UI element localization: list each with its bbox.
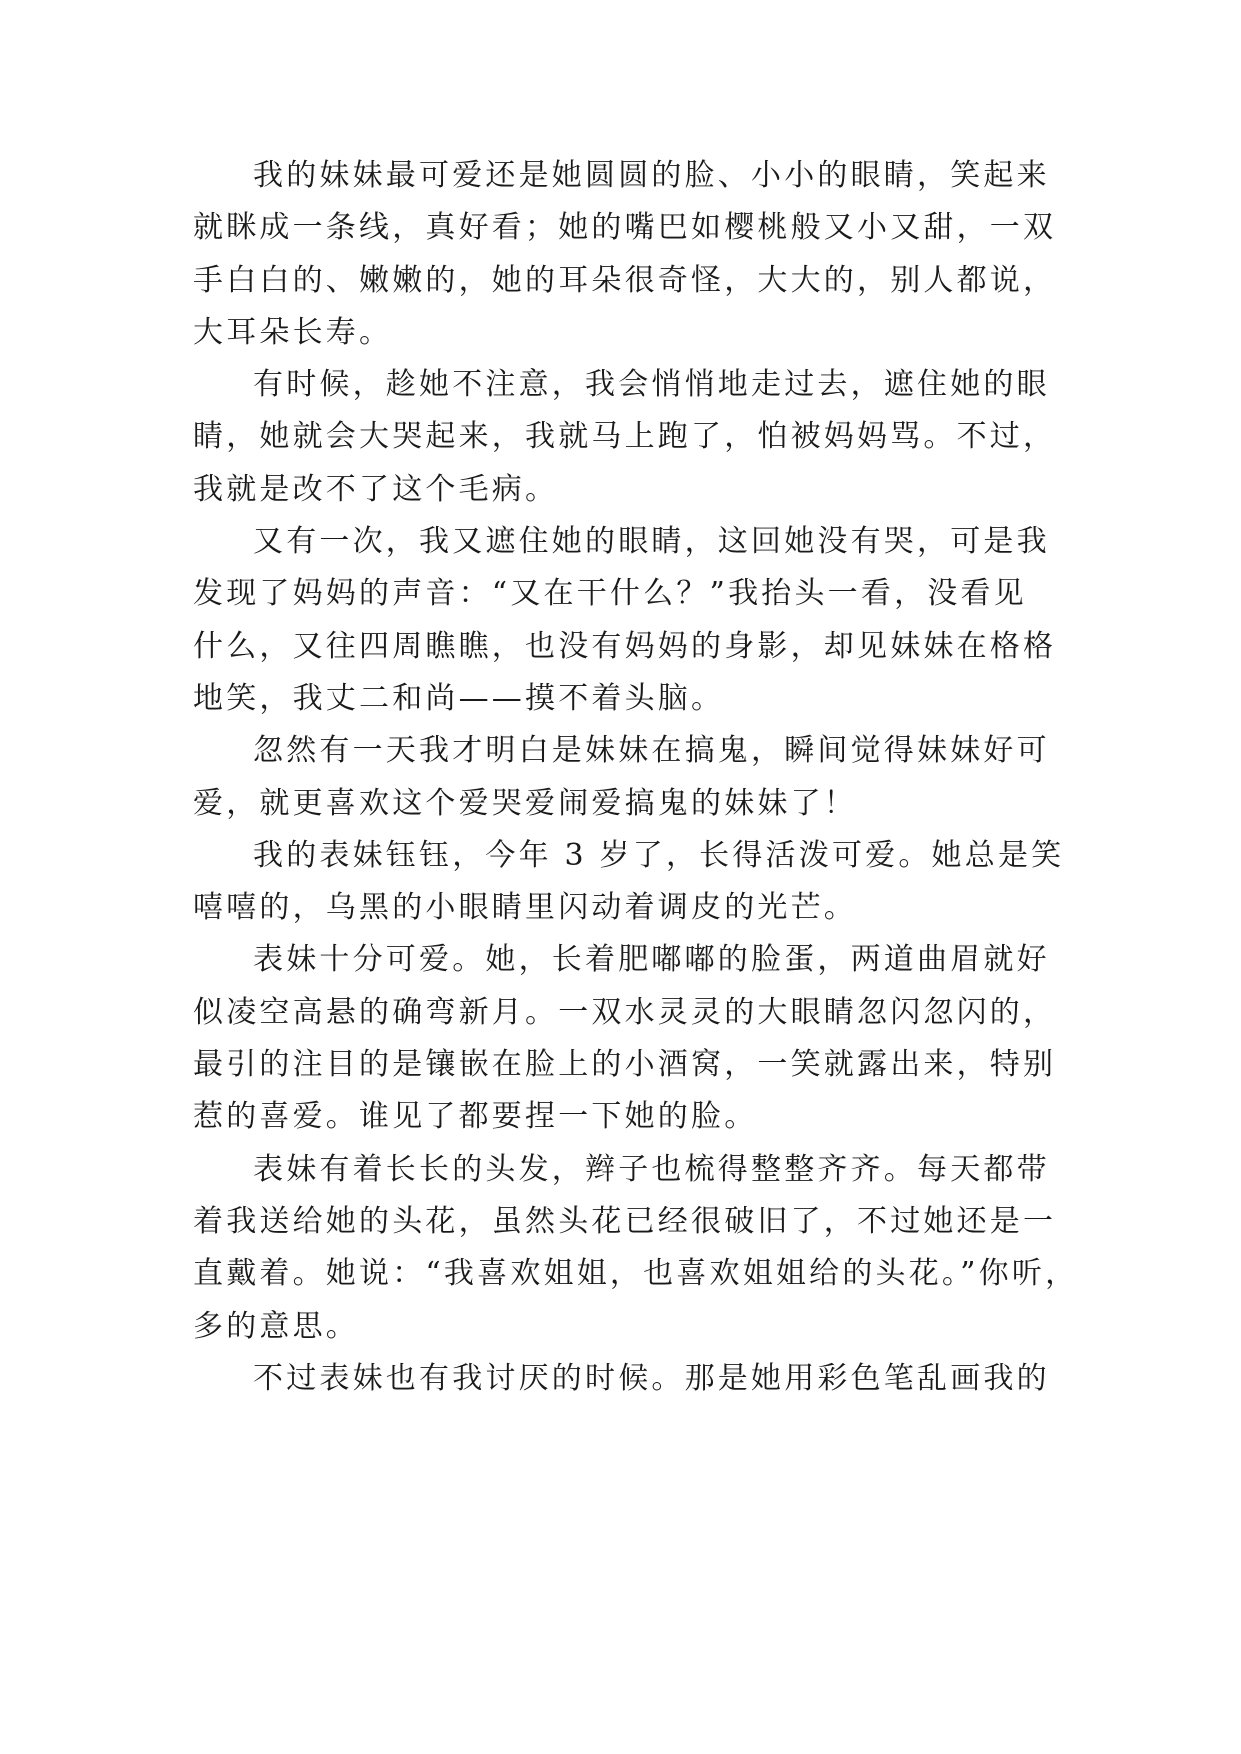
text-line: 我的表妹钰钰，今年 3 岁了，长得活泼可爱。她总是笑 [253,837,1065,873]
text-line: 我就是改不了这个毛病。 [193,471,559,507]
text-line: 什么，又往四周瞧瞧，也没有妈妈的身影，却见妹妹在格格 [193,628,1057,664]
text-line: 直戴着。她说：“我喜欢姐姐，也喜欢姐姐给的头花。”你听， [193,1256,1079,1292]
text-line: 发现了妈妈的声音：“又在干什么？”我抬头一看，没看见 [193,576,1027,612]
document-page [193,150,1079,1405]
text-line: 似凌空高悬的确弯新月。一双水灵灵的大眼睛忽闪忽闪的， [193,994,1057,1030]
text-line: 睛，她就会大哭起来，我就马上跑了，怕被妈妈骂。不过， [193,419,1057,455]
paragraph [193,830,1065,935]
text-line: 惹的喜爱。谁见了都要捏一下她的脸。 [193,1099,758,1135]
paragraph [193,934,1056,1143]
paragraph [193,1144,1079,1353]
text-line: 不过表妹也有我讨厌的时候。那是她用彩色笔乱画我的 [253,1360,1050,1396]
text-line: 多的意思。 [193,1308,359,1344]
text-line: 有时候，趁她不注意，我会悄悄地走过去，遮住她的眼 [253,367,1050,403]
text-line: 最引的注目的是镶嵌在脸上的小酒窝，一笑就露出来，特别 [193,1047,1057,1083]
text-line: 地笑，我丈二和尚——摸不着头脑。 [193,680,725,716]
text-line: 我的妹妹最可爱还是她圆圆的脸、小小的眼睛，笑起来 [253,158,1050,193]
text-line: 表妹十分可爱。她，长着肥嘟嘟的脸蛋，两道曲眉就好 [253,942,1050,978]
paragraph [193,359,1056,516]
text-line: 就眯成一条线，真好看；她的嘴巴如樱桃般又小又甜，一双 [193,210,1057,246]
text-line: 手白白的、嫩嫩的，她的耳朵很奇怪，大大的，别人都说， [193,262,1057,298]
text-line: 着我送给她的头花，虽然头花已经很破旧了，不过她还是一 [193,1203,1057,1239]
text-line: 忽然有一天我才明白是妹妹在搞鬼，瞬间觉得妹妹好可 [253,733,1050,769]
text-line: 表妹有着长长的头发，辫子也梳得整整齐齐。每天都带 [253,1151,1050,1187]
text-line: 爱，就更喜欢这个爱哭爱闹爱搞鬼的妹妹了！ [193,785,857,821]
paragraph [193,150,1056,359]
text-line: 嘻嘻的，乌黑的小眼睛里闪动着调皮的光芒。 [193,890,857,926]
text-line: 又有一次，我又遮住她的眼睛，这回她没有哭，可是我 [253,524,1050,560]
paragraph [193,725,1056,830]
paragraph [193,516,1056,725]
paragraph [193,1353,1056,1405]
text-line: 大耳朵长寿。 [193,314,393,350]
